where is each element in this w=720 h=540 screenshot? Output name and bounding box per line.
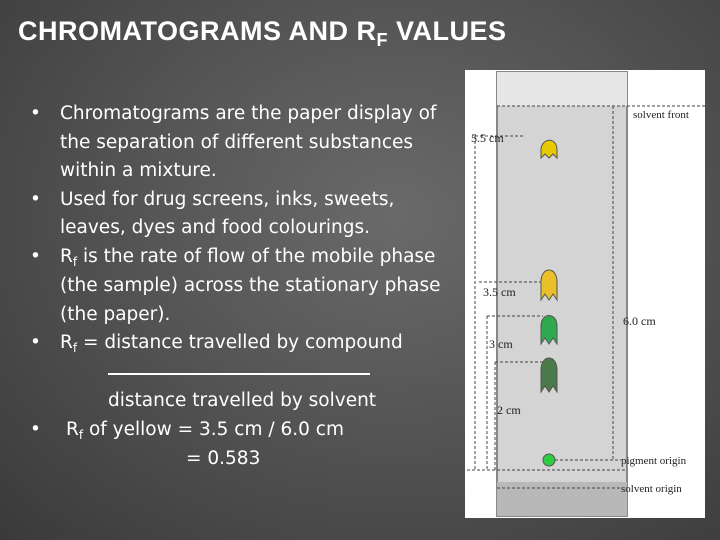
bullet-rf-formula: • $R_f$ = distance travelled by compound (30, 329, 450, 359)
solvent-pool (497, 482, 627, 516)
spot-green (541, 316, 557, 345)
formula-result: = 0.583 (186, 448, 261, 469)
paper-top-band (497, 72, 627, 106)
fraction-bar (108, 359, 450, 388)
pigment-origin-spot (543, 454, 555, 466)
solvent-front-label: solvent front (633, 109, 689, 121)
bullet-chromatograms: • Chromatograms are the paper display of the separation of different substances within a mixture. (30, 100, 450, 186)
bullet-uses: • Used for drug screens, inks, sweets, leaves, dyes and food colourings. (30, 186, 450, 243)
label-5-5-cm: 5.5 cm (471, 131, 504, 145)
bullet-list (30, 100, 450, 474)
label-3-cm: 3 cm (489, 337, 513, 351)
chromatogram-diagram (465, 70, 705, 518)
formula-denominator: distance travelled by solvent (108, 390, 377, 411)
bullet-rf-definition: • $R_f$ is the rate of flow of the mobile phase (the sample) across the stationary phase (the paper). (30, 243, 450, 330)
solvent-origin-label: solvent origin (621, 483, 682, 495)
pigment-origin-label: pigment origin (621, 455, 687, 467)
paper-strip (497, 72, 627, 516)
label-2-cm: 2 cm (497, 403, 521, 417)
label-6-0-cm: 6.0 cm (623, 314, 656, 328)
spot-yellow (541, 270, 557, 300)
slide-title: CHROMATOGRAMS AND $R_F$ VALUES (18, 16, 507, 50)
bullet-rf-example: • $R_f$ of yellow = 3.5 cm / 6.0 cm (30, 416, 450, 446)
chromatogram-svg (465, 70, 705, 518)
spot-yellow-top (541, 140, 557, 158)
spot-dark-green (541, 358, 557, 392)
label-3-5-cm: 3.5 cm (483, 285, 516, 299)
